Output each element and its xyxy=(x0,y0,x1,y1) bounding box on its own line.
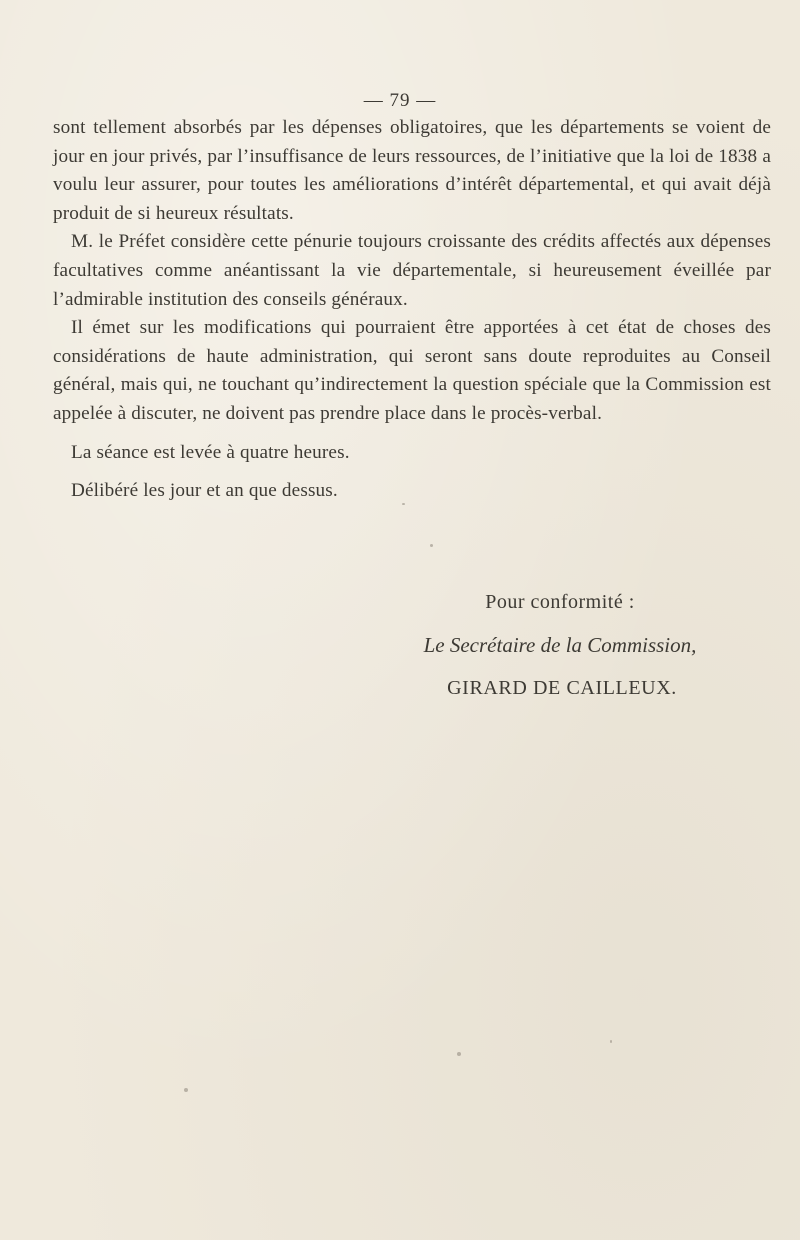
paragraph-4: La séance est levée à quatre heures. xyxy=(71,441,350,463)
paper-speck xyxy=(457,1052,461,1056)
signatory-role: Le Secrétaire de la Commission, xyxy=(423,633,697,657)
paper-speck xyxy=(430,544,433,547)
signatory-name: GIRARD DE CAILLEUX. xyxy=(447,677,677,699)
paper-speck xyxy=(184,1088,188,1092)
paragraph-3: Il émet sur les modifications qui pourraient être apportées à cet état de choses des considérations de haute administration, qui seront sans doute reproduites au Conseil général, mais qui, ne touchant qu’indirectement la question spéciale que la Commission est appelée à discuter, ne doivent pas prendre place dans le procès-verbal. xyxy=(53,317,771,424)
paper-speck xyxy=(610,1040,612,1043)
paragraph-1: sont tellement absorbés par les dépenses obligatoires, que les départements se voient de jour en jour privés, par l’insuffisance de leurs ressources, de l’initiative que la loi de 1838 a voulu leur assurer, pour toutes les améliorations d’intérêt départemental, et qui avait déjà produit de si heureux résultats. xyxy=(53,117,771,224)
conformity-line: Pour conformité : xyxy=(485,591,635,613)
body-text xyxy=(53,114,771,506)
page-number: — 79 — xyxy=(363,90,437,111)
paper-speck xyxy=(402,503,405,505)
paragraph-5: Délibéré les jour et an que dessus. xyxy=(71,480,338,502)
paragraph-2: M. le Préfet considère cette pénurie toujours croissante des crédits affectés aux dépenses facultatives comme anéantissant la vie départementale, si heureusement éveillée par l’admirable institution des conseils généraux. xyxy=(53,231,771,310)
